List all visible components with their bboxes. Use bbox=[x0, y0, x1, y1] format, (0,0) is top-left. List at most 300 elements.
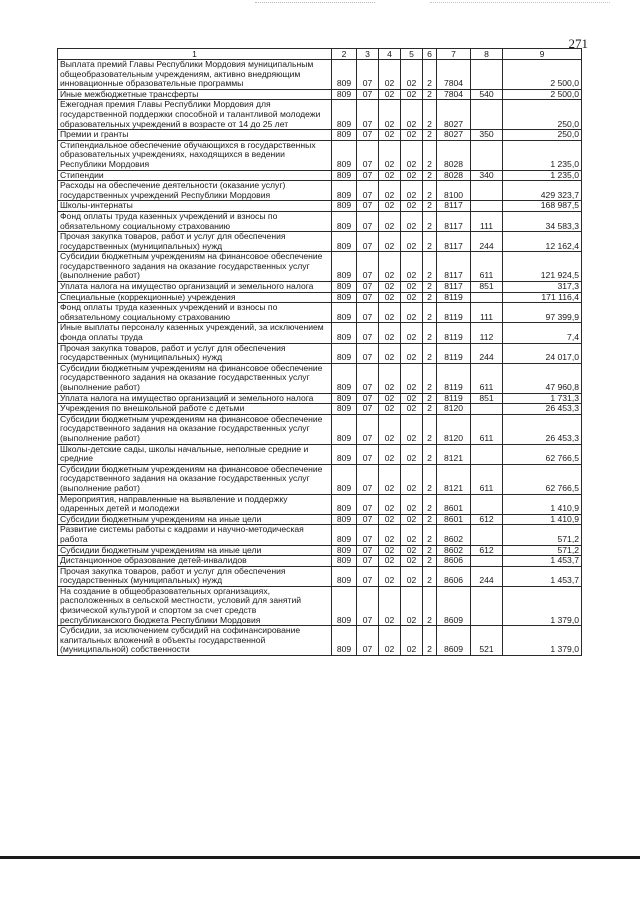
cell-ministry-code: 809 bbox=[332, 514, 357, 525]
cell-amount: 26 453,3 bbox=[503, 414, 582, 444]
cell-ministry-code: 809 bbox=[332, 292, 357, 303]
cell-section: 07 bbox=[357, 201, 379, 212]
cell-target-article-2: 2 bbox=[423, 556, 437, 567]
cell-target-article-2: 2 bbox=[423, 586, 437, 625]
table-row bbox=[58, 363, 582, 393]
cell-amount: 26 453,3 bbox=[503, 404, 582, 415]
cell-target-article-1: 02 bbox=[401, 181, 423, 201]
cell-ministry-code: 809 bbox=[332, 525, 357, 545]
cell-target-article-2: 2 bbox=[423, 130, 437, 141]
table-row bbox=[58, 545, 582, 556]
cell-subsection: 02 bbox=[379, 404, 401, 415]
cell-target-article-3: 8601 bbox=[437, 494, 471, 514]
cell-target-article-2: 2 bbox=[423, 464, 437, 494]
cell-description: Ежегодная премия Главы Республики Мордовия для государственной поддержки способной и талантливой молодежи образовательных учреждений в возрасте от 14 до 25 лет bbox=[58, 100, 332, 130]
cell-amount: 571,2 bbox=[503, 545, 582, 556]
cell-expense-type bbox=[471, 181, 503, 201]
cell-expense-type bbox=[471, 586, 503, 625]
cell-amount: 2 500,0 bbox=[503, 89, 582, 100]
table-row bbox=[58, 100, 582, 130]
table-body bbox=[58, 60, 582, 656]
cell-target-article-2: 2 bbox=[423, 514, 437, 525]
cell-section: 07 bbox=[357, 140, 379, 170]
cell-subsection: 02 bbox=[379, 363, 401, 393]
cell-target-article-2: 2 bbox=[423, 444, 437, 464]
cell-target-article-2: 2 bbox=[423, 363, 437, 393]
cell-target-article-1: 02 bbox=[401, 89, 423, 100]
cell-expense-type: 112 bbox=[471, 323, 503, 343]
cell-target-article-1: 02 bbox=[401, 211, 423, 231]
table-row bbox=[58, 626, 582, 656]
table-row bbox=[58, 181, 582, 201]
cell-subsection: 02 bbox=[379, 393, 401, 404]
cell-expense-type: 851 bbox=[471, 393, 503, 404]
cell-section: 07 bbox=[357, 181, 379, 201]
table-row bbox=[58, 170, 582, 181]
cell-target-article-3: 8120 bbox=[437, 404, 471, 415]
cell-description: Мероприятия, направленные на выявление и поддержку одаренных детей и молодежи bbox=[58, 494, 332, 514]
cell-amount: 168 987,5 bbox=[503, 201, 582, 212]
column-header: 1 bbox=[58, 49, 332, 60]
cell-section: 07 bbox=[357, 363, 379, 393]
table-row bbox=[58, 494, 582, 514]
cell-subsection: 02 bbox=[379, 89, 401, 100]
cell-target-article-3: 8117 bbox=[437, 252, 471, 282]
cell-description: Школы-детские сады, школы начальные, неполные средние и средние bbox=[58, 444, 332, 464]
cell-ministry-code: 809 bbox=[332, 343, 357, 363]
cell-expense-type: 521 bbox=[471, 626, 503, 656]
cell-ministry-code: 809 bbox=[332, 393, 357, 404]
cell-subsection: 02 bbox=[379, 514, 401, 525]
cell-section: 07 bbox=[357, 404, 379, 415]
cell-target-article-3: 8027 bbox=[437, 100, 471, 130]
cell-amount: 171 116,4 bbox=[503, 292, 582, 303]
cell-description: Прочая закупка товаров, работ и услуг для обеспечения государственных (муниципальных) нужд bbox=[58, 232, 332, 252]
budget-table bbox=[57, 48, 582, 656]
cell-subsection: 02 bbox=[379, 140, 401, 170]
cell-amount: 62 766,5 bbox=[503, 464, 582, 494]
cell-section: 07 bbox=[357, 525, 379, 545]
cell-target-article-1: 02 bbox=[401, 525, 423, 545]
cell-subsection: 02 bbox=[379, 414, 401, 444]
column-header: 2 bbox=[332, 49, 357, 60]
cell-target-article-2: 2 bbox=[423, 100, 437, 130]
cell-target-article-1: 02 bbox=[401, 232, 423, 252]
column-header: 5 bbox=[401, 49, 423, 60]
cell-target-article-1: 02 bbox=[401, 414, 423, 444]
table-header-row bbox=[58, 49, 582, 60]
cell-target-article-1: 02 bbox=[401, 393, 423, 404]
cell-section: 07 bbox=[357, 494, 379, 514]
cell-expense-type bbox=[471, 100, 503, 130]
cell-expense-type: 611 bbox=[471, 252, 503, 282]
cell-section: 07 bbox=[357, 323, 379, 343]
cell-target-article-2: 2 bbox=[423, 566, 437, 586]
table-row bbox=[58, 60, 582, 90]
cell-description: Прочая закупка товаров, работ и услуг для обеспечения государственных (муниципальных) нужд bbox=[58, 343, 332, 363]
cell-subsection: 02 bbox=[379, 626, 401, 656]
table-row bbox=[58, 464, 582, 494]
cell-description: Субсидии бюджетным учреждениям на финансовое обеспечение государственного задания на оказание государственных услуг (выполнение работ) bbox=[58, 464, 332, 494]
cell-amount: 24 017,0 bbox=[503, 343, 582, 363]
cell-subsection: 02 bbox=[379, 252, 401, 282]
cell-expense-type bbox=[471, 60, 503, 90]
cell-section: 07 bbox=[357, 232, 379, 252]
cell-target-article-1: 02 bbox=[401, 170, 423, 181]
cell-expense-type: 540 bbox=[471, 89, 503, 100]
table-row bbox=[58, 211, 582, 231]
cell-expense-type: 244 bbox=[471, 232, 503, 252]
cell-target-article-1: 02 bbox=[401, 444, 423, 464]
cell-target-article-3: 8117 bbox=[437, 211, 471, 231]
cell-expense-type: 244 bbox=[471, 343, 503, 363]
cell-target-article-3: 8027 bbox=[437, 130, 471, 141]
cell-amount: 34 583,3 bbox=[503, 211, 582, 231]
cell-target-article-2: 2 bbox=[423, 170, 437, 181]
cell-description: Фонд оплаты труда казенных учреждений и взносы по обязательному социальному страхованию bbox=[58, 211, 332, 231]
cell-amount: 1 453,7 bbox=[503, 556, 582, 567]
table-row bbox=[58, 140, 582, 170]
cell-amount: 97 399,9 bbox=[503, 303, 582, 323]
cell-subsection: 02 bbox=[379, 130, 401, 141]
cell-subsection: 02 bbox=[379, 170, 401, 181]
cell-expense-type bbox=[471, 404, 503, 415]
cell-section: 07 bbox=[357, 292, 379, 303]
table-row bbox=[58, 556, 582, 567]
cell-ministry-code: 809 bbox=[332, 566, 357, 586]
cell-description: Субсидии бюджетным учреждениям на финансовое обеспечение государственного задания на оказание государственных услуг (выполнение работ) bbox=[58, 252, 332, 282]
cell-section: 07 bbox=[357, 303, 379, 323]
cell-target-article-1: 02 bbox=[401, 60, 423, 90]
cell-target-article-3: 7804 bbox=[437, 60, 471, 90]
cell-ministry-code: 809 bbox=[332, 586, 357, 625]
cell-target-article-1: 02 bbox=[401, 363, 423, 393]
cell-target-article-3: 8606 bbox=[437, 556, 471, 567]
cell-ministry-code: 809 bbox=[332, 363, 357, 393]
table-row bbox=[58, 393, 582, 404]
cell-description: Дистанционное образование детей-инвалидов bbox=[58, 556, 332, 567]
cell-subsection: 02 bbox=[379, 282, 401, 293]
cell-target-article-3: 8119 bbox=[437, 363, 471, 393]
cell-target-article-1: 02 bbox=[401, 494, 423, 514]
cell-target-article-3: 8117 bbox=[437, 201, 471, 212]
cell-amount: 317,3 bbox=[503, 282, 582, 293]
cell-description: Субсидии бюджетным учреждениям на иные цели bbox=[58, 545, 332, 556]
cell-target-article-2: 2 bbox=[423, 89, 437, 100]
cell-amount: 1 235,0 bbox=[503, 170, 582, 181]
cell-section: 07 bbox=[357, 89, 379, 100]
cell-target-article-3: 8120 bbox=[437, 414, 471, 444]
cell-subsection: 02 bbox=[379, 556, 401, 567]
cell-target-article-1: 02 bbox=[401, 140, 423, 170]
cell-target-article-3: 8117 bbox=[437, 232, 471, 252]
cell-section: 07 bbox=[357, 414, 379, 444]
cell-section: 07 bbox=[357, 170, 379, 181]
table-row bbox=[58, 282, 582, 293]
cell-subsection: 02 bbox=[379, 586, 401, 625]
table-row bbox=[58, 292, 582, 303]
cell-ministry-code: 809 bbox=[332, 556, 357, 567]
scan-dots-right bbox=[430, 2, 610, 3]
cell-description: Субсидии бюджетным учреждениям на иные цели bbox=[58, 514, 332, 525]
cell-target-article-2: 2 bbox=[423, 252, 437, 282]
cell-expense-type: 611 bbox=[471, 363, 503, 393]
cell-target-article-3: 8121 bbox=[437, 464, 471, 494]
cell-expense-type: 350 bbox=[471, 130, 503, 141]
cell-target-article-2: 2 bbox=[423, 292, 437, 303]
cell-target-article-3: 8601 bbox=[437, 514, 471, 525]
cell-description: Стипендии bbox=[58, 170, 332, 181]
cell-subsection: 02 bbox=[379, 201, 401, 212]
column-header: 9 bbox=[503, 49, 582, 60]
cell-ministry-code: 809 bbox=[332, 170, 357, 181]
cell-ministry-code: 809 bbox=[332, 201, 357, 212]
cell-expense-type: 612 bbox=[471, 545, 503, 556]
cell-target-article-1: 02 bbox=[401, 545, 423, 556]
cell-ministry-code: 809 bbox=[332, 130, 357, 141]
cell-section: 07 bbox=[357, 545, 379, 556]
cell-target-article-3: 8609 bbox=[437, 626, 471, 656]
cell-subsection: 02 bbox=[379, 545, 401, 556]
cell-amount: 1 235,0 bbox=[503, 140, 582, 170]
cell-target-article-3: 8606 bbox=[437, 566, 471, 586]
cell-ministry-code: 809 bbox=[332, 282, 357, 293]
cell-description: Субсидии бюджетным учреждениям на финансовое обеспечение государственного задания на оказание государственных услуг (выполнение работ) bbox=[58, 414, 332, 444]
cell-subsection: 02 bbox=[379, 292, 401, 303]
cell-target-article-1: 02 bbox=[401, 282, 423, 293]
cell-amount: 47 960,8 bbox=[503, 363, 582, 393]
cell-section: 07 bbox=[357, 626, 379, 656]
table-row bbox=[58, 444, 582, 464]
cell-target-article-1: 02 bbox=[401, 100, 423, 130]
table-row bbox=[58, 323, 582, 343]
cell-subsection: 02 bbox=[379, 303, 401, 323]
cell-section: 07 bbox=[357, 586, 379, 625]
cell-expense-type: 244 bbox=[471, 566, 503, 586]
table-row bbox=[58, 404, 582, 415]
cell-section: 07 bbox=[357, 556, 379, 567]
cell-ministry-code: 809 bbox=[332, 252, 357, 282]
column-header: 8 bbox=[471, 49, 503, 60]
cell-amount: 1 410,9 bbox=[503, 514, 582, 525]
scan-dots-left bbox=[255, 2, 375, 3]
cell-amount: 429 323,7 bbox=[503, 181, 582, 201]
cell-subsection: 02 bbox=[379, 211, 401, 231]
table-row bbox=[58, 514, 582, 525]
table-row bbox=[58, 89, 582, 100]
cell-target-article-1: 02 bbox=[401, 626, 423, 656]
cell-target-article-2: 2 bbox=[423, 60, 437, 90]
cell-amount: 1 410,9 bbox=[503, 494, 582, 514]
column-header: 6 bbox=[423, 49, 437, 60]
table-row bbox=[58, 201, 582, 212]
cell-target-article-2: 2 bbox=[423, 282, 437, 293]
cell-target-article-1: 02 bbox=[401, 556, 423, 567]
cell-expense-type: 611 bbox=[471, 414, 503, 444]
cell-subsection: 02 bbox=[379, 525, 401, 545]
cell-section: 07 bbox=[357, 514, 379, 525]
cell-expense-type bbox=[471, 140, 503, 170]
cell-ministry-code: 809 bbox=[332, 140, 357, 170]
cell-subsection: 02 bbox=[379, 343, 401, 363]
cell-description: Уплата налога на имущество организаций и земельного налога bbox=[58, 282, 332, 293]
cell-ministry-code: 809 bbox=[332, 303, 357, 323]
cell-target-article-3: 8100 bbox=[437, 181, 471, 201]
cell-description: Иные выплаты персоналу казенных учреждений, за исключением фонда оплаты труда bbox=[58, 323, 332, 343]
cell-section: 07 bbox=[357, 282, 379, 293]
cell-expense-type bbox=[471, 556, 503, 567]
cell-section: 07 bbox=[357, 100, 379, 130]
cell-target-article-2: 2 bbox=[423, 393, 437, 404]
cell-amount: 7,4 bbox=[503, 323, 582, 343]
cell-target-article-1: 02 bbox=[401, 201, 423, 212]
cell-description: Выплата премий Главы Республики Мордовия муниципальным общеобразовательным учреждениям, активно внедряющим инновационные образовательные программы bbox=[58, 60, 332, 90]
cell-subsection: 02 bbox=[379, 566, 401, 586]
cell-subsection: 02 bbox=[379, 100, 401, 130]
cell-expense-type: 612 bbox=[471, 514, 503, 525]
cell-description: На создание в общеобразовательных организациях, расположенных в сельской местности, условий для занятий физической культурой и спортом за счет средств республиканского бюджета Республики Мордовия bbox=[58, 586, 332, 625]
table-row bbox=[58, 586, 582, 625]
cell-subsection: 02 bbox=[379, 232, 401, 252]
cell-subsection: 02 bbox=[379, 323, 401, 343]
cell-ministry-code: 809 bbox=[332, 404, 357, 415]
cell-target-article-3: 8119 bbox=[437, 292, 471, 303]
cell-target-article-3: 8119 bbox=[437, 323, 471, 343]
column-header: 3 bbox=[357, 49, 379, 60]
cell-expense-type: 111 bbox=[471, 303, 503, 323]
cell-description: Специальные (коррекционные) учреждения bbox=[58, 292, 332, 303]
cell-amount: 1 453,7 bbox=[503, 566, 582, 586]
cell-section: 07 bbox=[357, 130, 379, 141]
cell-expense-type: 340 bbox=[471, 170, 503, 181]
cell-description: Уплата налога на имущество организаций и земельного налога bbox=[58, 393, 332, 404]
cell-expense-type bbox=[471, 444, 503, 464]
table-row bbox=[58, 130, 582, 141]
cell-amount: 1 379,0 bbox=[503, 586, 582, 625]
cell-amount: 121 924,5 bbox=[503, 252, 582, 282]
table-row bbox=[58, 414, 582, 444]
cell-target-article-1: 02 bbox=[401, 514, 423, 525]
cell-ministry-code: 809 bbox=[332, 444, 357, 464]
table-row bbox=[58, 525, 582, 545]
cell-target-article-3: 8117 bbox=[437, 282, 471, 293]
cell-target-article-3: 8119 bbox=[437, 393, 471, 404]
bottom-rule bbox=[0, 856, 640, 859]
cell-subsection: 02 bbox=[379, 60, 401, 90]
cell-target-article-3: 8119 bbox=[437, 303, 471, 323]
cell-target-article-1: 02 bbox=[401, 303, 423, 323]
cell-expense-type: 611 bbox=[471, 464, 503, 494]
table-row bbox=[58, 566, 582, 586]
cell-target-article-3: 8119 bbox=[437, 343, 471, 363]
cell-section: 07 bbox=[357, 343, 379, 363]
cell-amount: 2 500,0 bbox=[503, 60, 582, 90]
cell-ministry-code: 809 bbox=[332, 211, 357, 231]
cell-target-article-2: 2 bbox=[423, 525, 437, 545]
cell-target-article-1: 02 bbox=[401, 586, 423, 625]
cell-ministry-code: 809 bbox=[332, 100, 357, 130]
cell-section: 07 bbox=[357, 444, 379, 464]
cell-amount: 1 731,3 bbox=[503, 393, 582, 404]
cell-target-article-2: 2 bbox=[423, 303, 437, 323]
cell-description: Иные межбюджетные трансферты bbox=[58, 89, 332, 100]
cell-ministry-code: 809 bbox=[332, 89, 357, 100]
cell-ministry-code: 809 bbox=[332, 181, 357, 201]
cell-target-article-2: 2 bbox=[423, 232, 437, 252]
cell-target-article-2: 2 bbox=[423, 545, 437, 556]
cell-expense-type bbox=[471, 292, 503, 303]
cell-amount: 12 162,4 bbox=[503, 232, 582, 252]
cell-ministry-code: 809 bbox=[332, 626, 357, 656]
cell-target-article-1: 02 bbox=[401, 404, 423, 415]
cell-expense-type bbox=[471, 201, 503, 212]
table-row bbox=[58, 343, 582, 363]
cell-amount: 571,2 bbox=[503, 525, 582, 545]
cell-amount: 250,0 bbox=[503, 130, 582, 141]
cell-target-article-1: 02 bbox=[401, 566, 423, 586]
cell-target-article-2: 2 bbox=[423, 140, 437, 170]
cell-subsection: 02 bbox=[379, 464, 401, 494]
cell-target-article-1: 02 bbox=[401, 292, 423, 303]
cell-ministry-code: 809 bbox=[332, 414, 357, 444]
cell-target-article-2: 2 bbox=[423, 626, 437, 656]
cell-amount: 62 766,5 bbox=[503, 444, 582, 464]
cell-expense-type bbox=[471, 525, 503, 545]
cell-target-article-2: 2 bbox=[423, 414, 437, 444]
cell-target-article-2: 2 bbox=[423, 181, 437, 201]
table-row bbox=[58, 232, 582, 252]
cell-ministry-code: 809 bbox=[332, 323, 357, 343]
cell-ministry-code: 809 bbox=[332, 464, 357, 494]
cell-target-article-1: 02 bbox=[401, 252, 423, 282]
cell-description: Фонд оплаты труда казенных учреждений и взносы по обязательному социальному страхованию bbox=[58, 303, 332, 323]
cell-ministry-code: 809 bbox=[332, 494, 357, 514]
cell-target-article-1: 02 bbox=[401, 323, 423, 343]
cell-target-article-3: 8028 bbox=[437, 140, 471, 170]
cell-description: Премии и гранты bbox=[58, 130, 332, 141]
cell-description: Школы-интернаты bbox=[58, 201, 332, 212]
cell-description: Стипендиальное обеспечение обучающихся в государственных образовательных учреждениях, находящихся в ведении Республики Мордовия bbox=[58, 140, 332, 170]
cell-target-article-2: 2 bbox=[423, 211, 437, 231]
cell-target-article-2: 2 bbox=[423, 494, 437, 514]
cell-description: Учреждения по внешкольной работе с детьми bbox=[58, 404, 332, 415]
cell-target-article-1: 02 bbox=[401, 464, 423, 494]
cell-target-article-2: 2 bbox=[423, 343, 437, 363]
cell-target-article-2: 2 bbox=[423, 201, 437, 212]
cell-expense-type: 111 bbox=[471, 211, 503, 231]
cell-section: 07 bbox=[357, 211, 379, 231]
cell-amount: 250,0 bbox=[503, 100, 582, 130]
column-header: 7 bbox=[437, 49, 471, 60]
cell-section: 07 bbox=[357, 393, 379, 404]
cell-ministry-code: 809 bbox=[332, 545, 357, 556]
cell-expense-type bbox=[471, 494, 503, 514]
cell-subsection: 02 bbox=[379, 444, 401, 464]
cell-description: Развитие системы работы с кадрами и научно-методическая работа bbox=[58, 525, 332, 545]
cell-section: 07 bbox=[357, 252, 379, 282]
cell-section: 07 bbox=[357, 464, 379, 494]
cell-description: Субсидии, за исключением субсидий на софинансирование капитальных вложений в объекты государственной (муниципальной) собственности bbox=[58, 626, 332, 656]
cell-target-article-1: 02 bbox=[401, 130, 423, 141]
cell-target-article-2: 2 bbox=[423, 404, 437, 415]
page-number: 271 bbox=[568, 36, 588, 51]
column-header: 4 bbox=[379, 49, 401, 60]
cell-target-article-3: 8602 bbox=[437, 525, 471, 545]
cell-target-article-3: 8121 bbox=[437, 444, 471, 464]
cell-ministry-code: 809 bbox=[332, 60, 357, 90]
cell-target-article-3: 7804 bbox=[437, 89, 471, 100]
cell-description: Расходы на обеспечение деятельности (оказание услуг) государственных учреждений Республики Мордовия bbox=[58, 181, 332, 201]
